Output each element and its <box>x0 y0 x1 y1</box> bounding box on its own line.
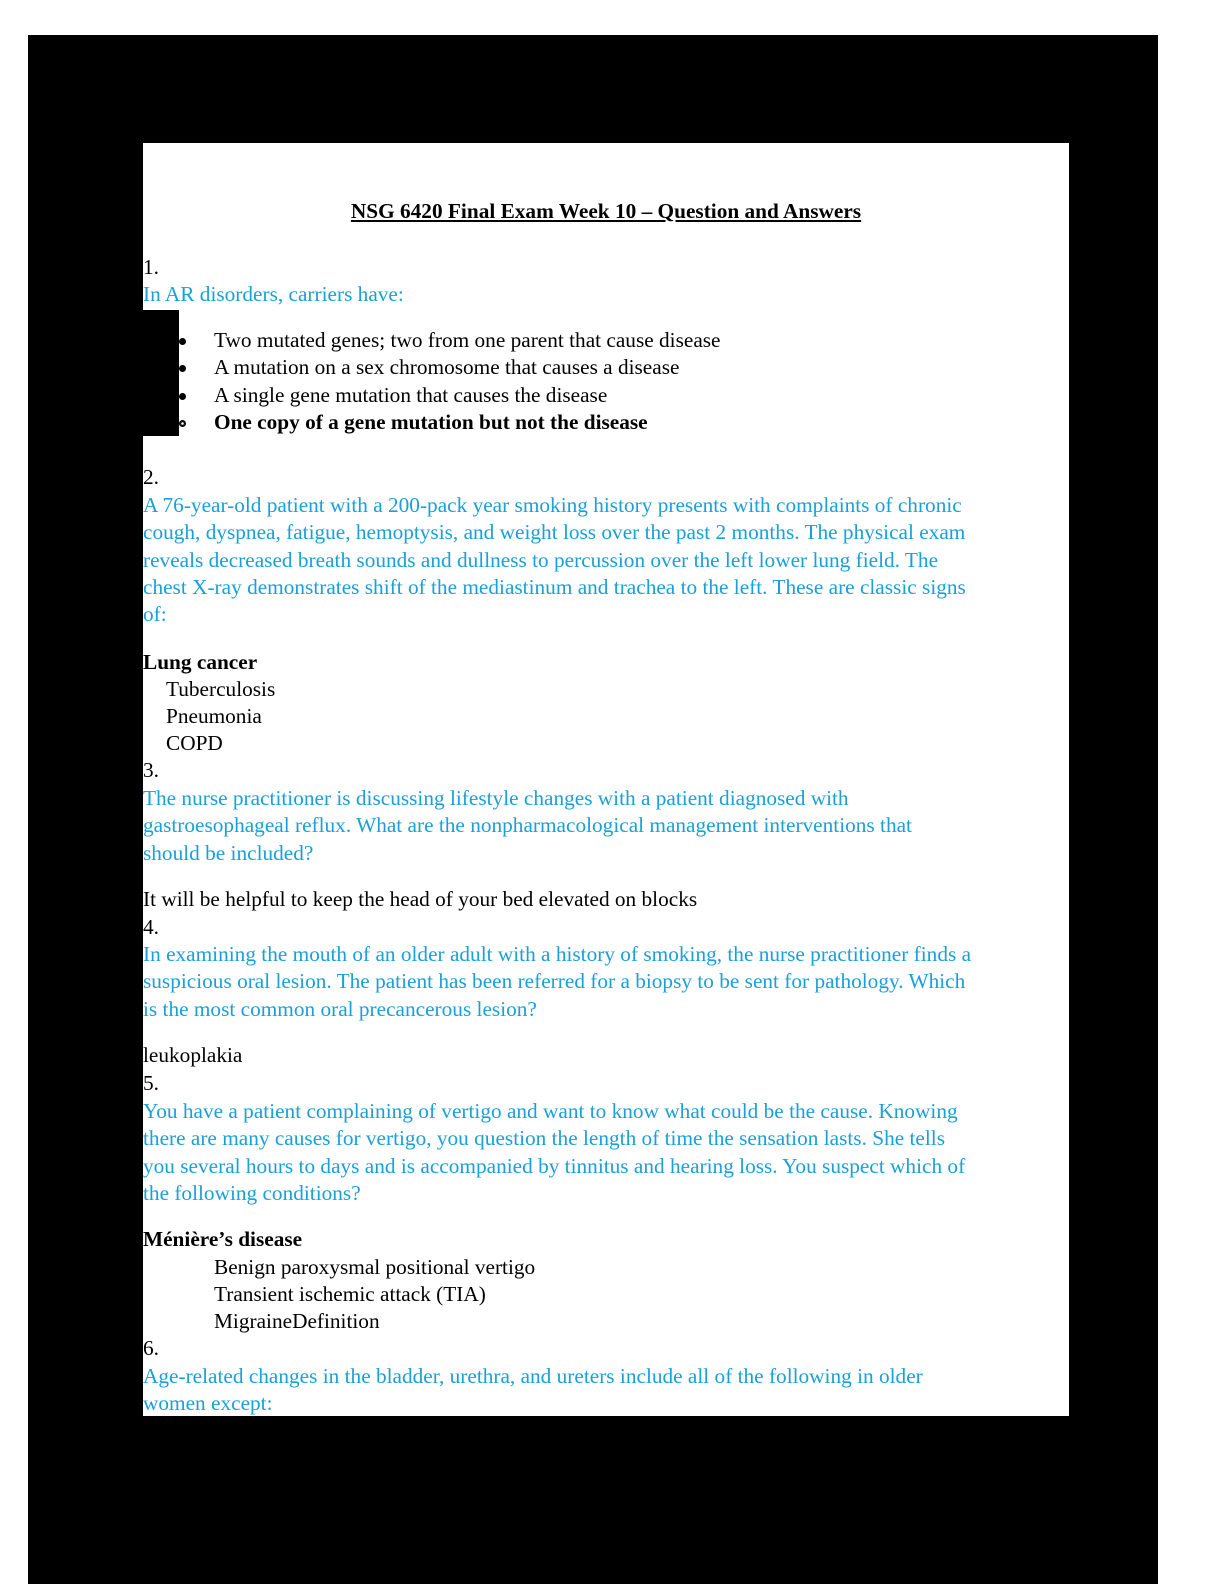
question-2-option: Tuberculosis <box>166 677 276 701</box>
question-2-option: COPD <box>166 731 223 755</box>
question-6-number: 6. <box>143 1336 159 1360</box>
question-line: chest X-ray demonstrates shift of the mediastinum and trachea to the left. These are classic signs <box>143 574 966 599</box>
question-5-option: Benign paroxysmal positional vertigo <box>214 1255 536 1279</box>
question-line: there are many causes for vertigo, you question the length of time the sensation lasts. She tells <box>143 1126 945 1151</box>
question-5-answer: Ménière’s disease <box>143 1227 303 1251</box>
question-5-option: Transient ischemic attack (TIA) <box>214 1282 486 1306</box>
question-line: You have a patient complaining of vertigo and want to know what could be the cause. Knowing <box>143 1099 958 1123</box>
question-5-option: MigraineDefinition <box>214 1309 380 1333</box>
question-line: In examining the mouth of an older adult with a history of smoking, the nurse practitioner finds a <box>143 942 972 966</box>
question-line: The nurse practitioner is discussing lifestyle changes with a patient diagnosed with <box>143 786 849 810</box>
question-line: A 76-year-old patient with a 200-pack year smoking history presents with complaints of chronic <box>143 493 962 517</box>
question-line: is the most common oral precancerous lesion? <box>143 996 537 1021</box>
question-line: gastroesophageal reflux. What are the nonpharmacological management interventions that <box>143 813 912 838</box>
bullet-icon <box>179 338 186 345</box>
bullet-icon <box>179 393 186 400</box>
question-6-text <box>143 1363 923 1416</box>
document-page <box>143 143 1069 1416</box>
question-4-text <box>143 941 971 1023</box>
bullet-icon <box>179 365 186 372</box>
option-label: A single gene mutation that causes the disease <box>214 382 608 407</box>
question-5-number: 5. <box>143 1071 159 1095</box>
option-label-correct: One copy of a gene mutation but not the disease <box>214 409 648 434</box>
question-line: of: <box>143 602 167 627</box>
question-4-answer: leukoplakia <box>143 1043 243 1067</box>
question-line: should be included? <box>143 840 314 865</box>
question-4-number: 4. <box>143 915 159 939</box>
question-3-answer: It will be helpful to keep the head of your bed elevated on blocks <box>143 887 698 911</box>
option-label: A mutation on a sex chromosome that causes a disease <box>214 355 680 380</box>
document-title: NSG 6420 Final Exam Week 10 – Question and Answers <box>350 199 862 223</box>
question-line: cough, dyspnea, fatigue, hemoptysis, and weight loss over the past 2 months. The physical exam <box>143 520 966 545</box>
redaction-block <box>143 310 179 436</box>
question-line: the following conditions? <box>143 1180 361 1205</box>
question-3-number: 3. <box>143 758 159 782</box>
question-3-text <box>143 785 912 867</box>
question-line: suspicious oral lesion. The patient has been referred for a biopsy to be sent for pathology. Which <box>143 969 966 994</box>
question-5-text <box>143 1098 965 1207</box>
question-line: Age-related changes in the bladder, urethra, and ureters include all of the following in older <box>143 1364 923 1388</box>
option-label: Two mutated genes; two from one parent that cause disease <box>214 328 721 352</box>
question-1-number: 1. <box>143 255 159 279</box>
question-line: women except: <box>143 1391 273 1416</box>
selected-radio-icon <box>179 420 186 427</box>
question-1-text: In AR disorders, carriers have: <box>143 282 404 306</box>
question-2-option: Pneumonia <box>166 704 262 728</box>
question-2-number: 2. <box>143 465 159 489</box>
question-2-text <box>143 492 966 628</box>
question-line: reveals decreased breath sounds and dullness to percussion over the left lower lung field. The <box>143 547 939 572</box>
question-line: you several hours to days and is accompanied by tinnitus and hearing loss. You suspect which of <box>143 1153 966 1178</box>
question-2-answer: Lung cancer <box>143 650 258 674</box>
